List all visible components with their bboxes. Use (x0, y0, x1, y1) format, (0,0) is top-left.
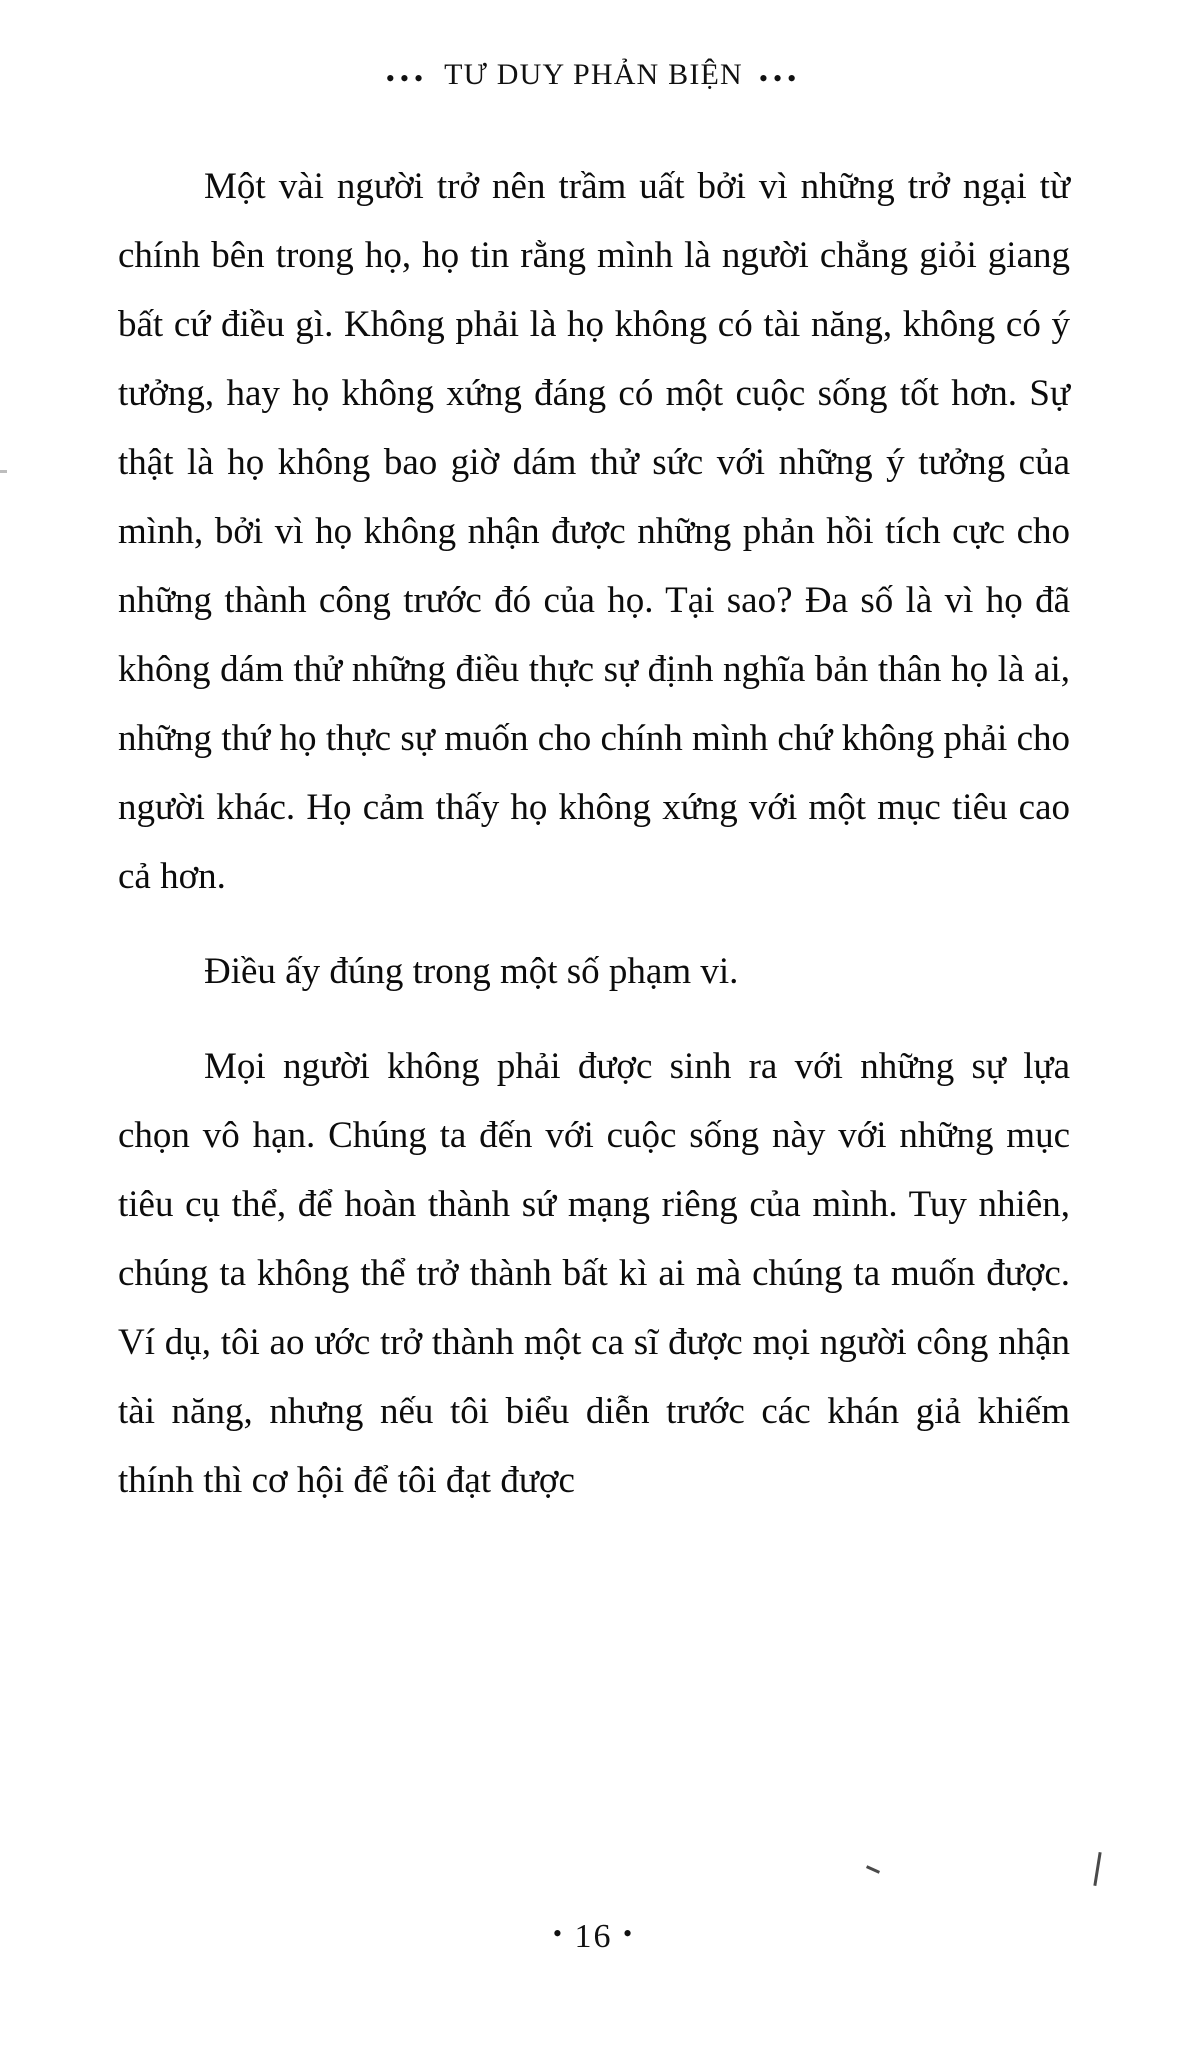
folio-right-bullet: • (623, 1919, 635, 1948)
folio-left-bullet: • (552, 1919, 564, 1948)
paragraph: Một vài người trở nên trầm uất bởi vì những trở ngại từ chính bên trong họ, họ tin rằng mình là người chẳng giỏi giang bất cứ điều gì. Không phải là họ không có tài năng, không có ý tưởng, hay họ không xứng đáng có một cuộc sống tốt hơn. Sự thật là họ không bao giờ dám thử sức với những ý tưởng của mình, bởi vì họ không nhận được những phản hồi tích cực cho những thành công trước đó của họ. Tại sao? Đa số là vì họ đã không dám thử những điều thực sự định nghĩa bản thân họ là ai, những thứ họ thực sự muốn cho chính mình chứ không phải cho người khác. Họ cảm thấy họ không xứng với một mục tiêu cao cả hơn. (118, 166, 1070, 897)
scan-artifact-mark (1093, 1852, 1101, 1886)
running-head-left-dots: ••• (385, 64, 429, 93)
running-head (0, 58, 1187, 92)
paragraph: Điều ấy đúng trong một số phạm vi. (204, 951, 739, 992)
page-number: 16 (574, 1918, 613, 1955)
body-text (118, 152, 1070, 1515)
paragraph: Mọi người không phải được sinh ra với những sự lựa chọn vô hạn. Chúng ta đến với cuộc sống này với những mục tiêu cụ thể, để hoàn thành sứ mạng riêng của mình. Tuy nhiên, chúng ta không thể trở thành bất kì ai mà chúng ta muốn được. Ví dụ, tôi ao ước trở thành một ca sĩ được mọi người công nhận tài năng, nhưng nếu tôi biểu diễn trước các khán giả khiếm thính thì cơ hội để tôi đạt được (118, 1046, 1070, 1501)
page-edge-tick (0, 470, 7, 473)
running-head-right-dots: ••• (758, 64, 802, 93)
running-head-title: TƯ DUY PHẢN BIỆN (444, 58, 743, 91)
page-folio (0, 1918, 1187, 1956)
scan-artifact-mark (866, 1865, 880, 1873)
